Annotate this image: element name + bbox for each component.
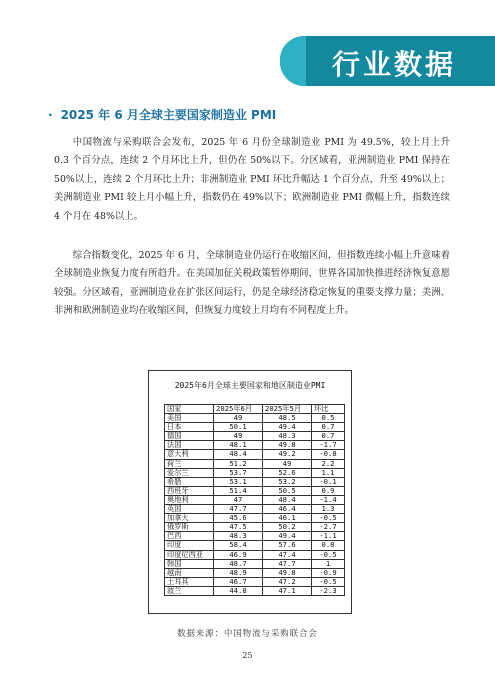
cell-country: 土耳其: [165, 577, 214, 586]
cell-jun: 48.4: [214, 450, 263, 459]
cell-change: 0.7: [312, 423, 345, 432]
cell-may: 49: [263, 459, 312, 468]
cell-jun: 50.1: [214, 423, 263, 432]
table-title: 2025年6月全球主要国家和地区制造业PMI: [174, 381, 326, 390]
cell-change: -1.1: [312, 532, 345, 541]
table-row: [165, 441, 345, 450]
cell-jun: 48.9: [214, 568, 263, 577]
section-banner: [280, 36, 495, 86]
cell-change: -0.5: [312, 514, 345, 523]
cell-change: -2.3: [312, 586, 345, 595]
cell-jun: 47.7: [214, 505, 263, 514]
data-source: 数据来源：中国物流与采购联合会: [177, 628, 318, 638]
table-body: [165, 414, 345, 596]
cell-change: 0.5: [312, 414, 345, 423]
table-row: [165, 532, 345, 541]
cell-jun: 46.9: [214, 550, 263, 559]
cell-may: 47.1: [263, 586, 312, 595]
header-may: 2025年5月: [263, 405, 312, 414]
cell-may: 49.8: [263, 441, 312, 450]
cell-change: -0.5: [312, 550, 345, 559]
cell-change: -1.7: [312, 441, 345, 450]
table-row: [165, 541, 345, 550]
table-row: [165, 514, 345, 523]
table-row: [165, 450, 345, 459]
cell-jun: 51.4: [214, 486, 263, 495]
cell-country: 越南: [165, 568, 214, 577]
heading-text: 2025 年 6 月全球主要国家制造业 PMI: [60, 108, 277, 122]
cell-country: 加拿大: [165, 514, 214, 523]
paragraph-1: 中国物流与采购联合会发布，2025 年 6 月份全球制造业 PMI 为 49.5%，较上月上升 0.3 个百分点，连续 2 个月环比上升，但仍在 50%以下。分区域看，亚洲制造业 PMI 保持在 50%以上，连续 2 个月环比上升；非洲制造业 PMI 环比升幅达 1 个百分点，升至 49%以上；美洲制造业 PMI 较上月小幅上升，指数仍在 49%以下；欧洲制造业 PMI 微幅上升，指数连续 4 个月在 48%以上。: [54, 137, 450, 222]
table-row: [165, 414, 345, 423]
table-row: [165, 459, 345, 468]
cell-change: 0.9: [312, 486, 345, 495]
cell-may: 53.2: [263, 477, 312, 486]
cell-jun: 47: [214, 495, 263, 504]
cell-jun: 46.7: [214, 577, 263, 586]
table-row: [165, 505, 345, 514]
cell-may: 52.6: [263, 468, 312, 477]
cell-country: 波兰: [165, 586, 214, 595]
cell-may: 57.6: [263, 541, 312, 550]
cell-may: 48.5: [263, 414, 312, 423]
page-number: 25: [242, 651, 253, 660]
cell-country: 爱尔兰: [165, 468, 214, 477]
table-header-row: [165, 405, 345, 414]
cell-may: 48.4: [263, 495, 312, 504]
cell-change: -0.9: [312, 568, 345, 577]
table-row: [165, 468, 345, 477]
cell-change: 0.7: [312, 432, 345, 441]
cell-jun: 48.7: [214, 559, 263, 568]
cell-jun: 48.1: [214, 441, 263, 450]
pmi-table-frame: [148, 370, 352, 614]
cell-country: 西班牙: [165, 486, 214, 495]
cell-may: 47.2: [263, 577, 312, 586]
pmi-table: [164, 404, 345, 596]
section-heading: [48, 106, 276, 123]
cell-change: -0.1: [312, 477, 345, 486]
cell-country: 美国: [165, 414, 214, 423]
cell-jun: 53.1: [214, 477, 263, 486]
cell-may: 49.4: [263, 423, 312, 432]
header-country: 国家: [165, 405, 214, 414]
cell-change: 2.2: [312, 459, 345, 468]
cell-country: 韩国: [165, 559, 214, 568]
cell-country: 法国: [165, 441, 214, 450]
cell-may: 49.8: [263, 568, 312, 577]
cell-may: 46.4: [263, 505, 312, 514]
table-row: [165, 586, 345, 595]
cell-change: 1: [312, 559, 345, 568]
cell-jun: 51.2: [214, 459, 263, 468]
cell-country: 印度尼西亚: [165, 550, 214, 559]
cell-change: -0.5: [312, 577, 345, 586]
cell-jun: 48.3: [214, 532, 263, 541]
cell-change: 1.1: [312, 468, 345, 477]
cell-may: 48.3: [263, 432, 312, 441]
cell-jun: 44.8: [214, 586, 263, 595]
banner-title: 行业数据: [332, 48, 457, 81]
cell-country: 希腊: [165, 477, 214, 486]
table-row: [165, 495, 345, 504]
cell-jun: 49: [214, 432, 263, 441]
cell-may: 46.1: [263, 514, 312, 523]
cell-country: 意大利: [165, 450, 214, 459]
table-row: [165, 559, 345, 568]
cell-change: 1.3: [312, 505, 345, 514]
table-row: [165, 568, 345, 577]
cell-jun: 49: [214, 414, 263, 423]
cell-country: 俄罗斯: [165, 523, 214, 532]
table-row: [165, 550, 345, 559]
cell-may: 50.5: [263, 486, 312, 495]
table-row: [165, 432, 345, 441]
header-change: 环比: [312, 405, 345, 414]
cell-may: 49.2: [263, 450, 312, 459]
table-row: [165, 486, 345, 495]
cell-jun: 45.6: [214, 514, 263, 523]
cell-change: -0.8: [312, 450, 345, 459]
cell-country: 巴西: [165, 532, 214, 541]
cell-change: 0.8: [312, 541, 345, 550]
table-row: [165, 523, 345, 532]
cell-country: 英国: [165, 505, 214, 514]
cell-country: 奥地利: [165, 495, 214, 504]
cell-change: -1.4: [312, 495, 345, 504]
banner-stripe: [280, 36, 306, 86]
cell-may: 49.4: [263, 532, 312, 541]
heading-bullet: ·: [48, 108, 53, 122]
table-row: [165, 423, 345, 432]
cell-may: 47.4: [263, 550, 312, 559]
cell-country: 日本: [165, 423, 214, 432]
table-row: [165, 477, 345, 486]
cell-jun: 47.5: [214, 523, 263, 532]
paragraph-2: 综合指数变化，2025 年 6 月，全球制造业仍运行在收缩区间，但指数连续小幅上升意味着全球制造业恢复力度有所趋升。在美国加征关税政策暂停期间，世界各国加快推进经济恢复意愿较强。分区域看，亚洲制造业在扩张区间运行，仍是全球经济稳定恢复的重要支撑力量；美洲、非洲和欧洲制造业均在收缩区间，但恢复力度较上月均有不同程度上升。: [54, 250, 450, 317]
cell-country: 印度: [165, 541, 214, 550]
cell-change: -2.7: [312, 523, 345, 532]
header-jun: 2025年6月: [214, 405, 263, 414]
cell-country: 荷兰: [165, 459, 214, 468]
cell-may: 50.2: [263, 523, 312, 532]
cell-may: 47.7: [263, 559, 312, 568]
cell-jun: 53.7: [214, 468, 263, 477]
cell-jun: 58.4: [214, 541, 263, 550]
cell-country: 德国: [165, 432, 214, 441]
table-row: [165, 577, 345, 586]
